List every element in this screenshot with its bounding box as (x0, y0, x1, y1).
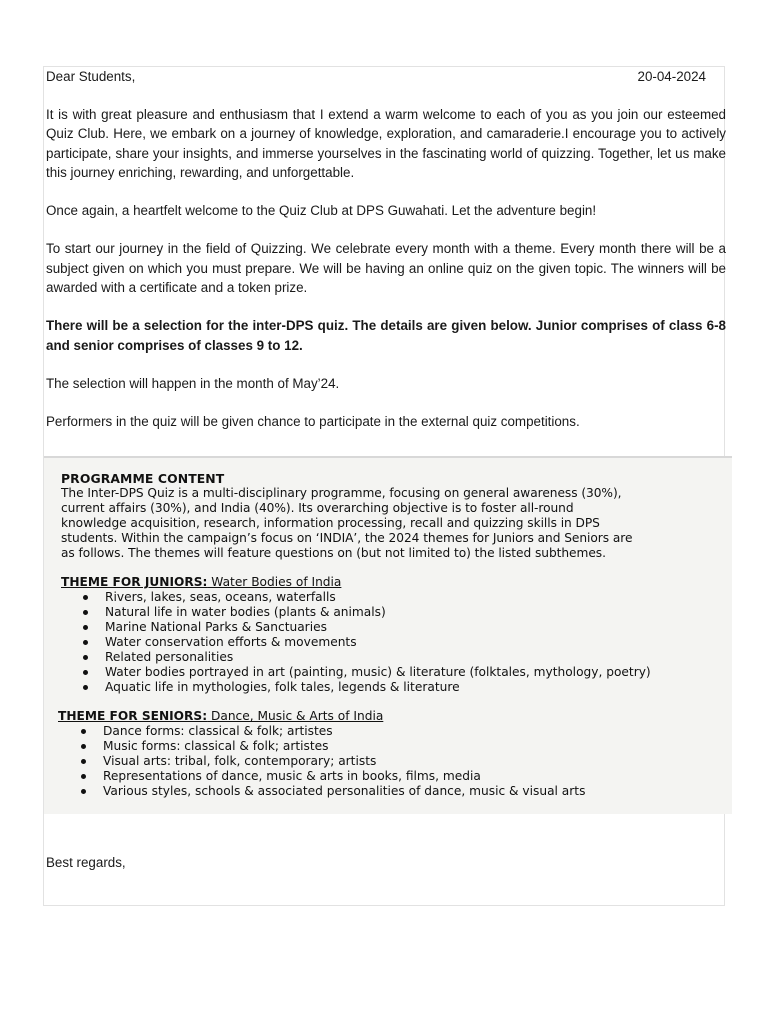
salutation: Dear Students, (46, 69, 136, 84)
letter-body (44, 67, 728, 432)
adventure-paragraph: Once again, a heartfelt welcome to the Quiz Club at DPS Guwahati. Let the adventure begin! (46, 203, 597, 219)
programme-line: as follows. The themes will feature questions on (but not limited to) the listed subthemes. (61, 546, 606, 560)
list-item: Representations of dance, music & arts in books, films, media (61, 769, 726, 784)
bullet-icon (83, 610, 88, 615)
bullet-icon (81, 774, 86, 779)
bullet-icon (83, 655, 88, 660)
monthly-theme-paragraph: To start our journey in the field of Quizzing. We celebrate every month with a theme. Every month there will be a subject given on which you must prepare. We will be having an online quiz on the given topic. The winners will be awarded with a certificate and a token prize. (46, 241, 726, 296)
bullet-icon (83, 670, 88, 675)
list-item: Natural life in water bodies (plants & animals) (61, 605, 726, 620)
bullet-icon (81, 744, 86, 749)
bullet-icon (81, 759, 86, 764)
seniors-subthemes-list (61, 724, 726, 799)
bullet-icon (81, 729, 86, 734)
list-item: Marine National Parks & Sanctuaries (61, 620, 726, 635)
list-item: Water conservation efforts & movements (61, 635, 726, 650)
list-item: Dance forms: classical & folk; artistes (61, 724, 726, 739)
closing-line: Best regards, (46, 855, 126, 870)
bullet-icon (83, 685, 88, 690)
selection-paragraph: There will be a selection for the inter-DPS quiz. The details are given below. Junior comprises of class 6-8 and senior comprises of classes 9 to 12. (46, 318, 726, 353)
programme-line: The Inter-DPS Quiz is a multi-disciplinary programme, focusing on general awareness (30%), (61, 486, 622, 500)
list-item: Rivers, lakes, seas, oceans, waterfalls (61, 590, 726, 605)
bullet-icon (81, 789, 86, 794)
list-item: Music forms: classical & folk; artistes (61, 739, 726, 754)
programme-heading: PROGRAMME CONTENT (61, 471, 225, 486)
seniors-theme-title: THEME FOR SENIORS: Dance, Music & Arts of India (58, 709, 384, 723)
programme-line: knowledge acquisition, research, information processing, recall and quizzing skills in DPS (61, 516, 600, 530)
programme-line: students. Within the campaign’s focus on ‘INDIA’, the 2024 themes for Juniors and Seniors are (61, 531, 633, 545)
welcome-paragraph: It is with great pleasure and enthusiasm that I extend a warm welcome to each of you as you join our esteemed Quiz Club. Here, we embark on a journey of knowledge, exploration, and camaraderie.I encourage you to actively participate, share your insights, and immerse yourselves in the fascinating world of quizzing. Together, let us make this journey enriching, rewarding, and unforgettable. (46, 107, 726, 180)
juniors-theme-title: THEME FOR JUNIORS: Water Bodies of India (61, 575, 342, 589)
list-item: Aquatic life in mythologies, folk tales, legends & literature (61, 680, 726, 695)
letter-date: 20-04-2024 (637, 69, 706, 84)
list-item: Visual arts: tribal, folk, contemporary; artists (61, 754, 726, 769)
list-item: Various styles, schools & associated personalities of dance, music & visual arts (61, 784, 726, 799)
list-item: Water bodies portrayed in art (painting, music) & literature (folktales, mythology, poetry) (61, 665, 726, 680)
programme-line: current affairs (30%), and India (40%). Its overarching objective is to foster all-round (61, 501, 574, 515)
juniors-subthemes-list (61, 590, 726, 695)
bullet-icon (83, 640, 88, 645)
list-item: Related personalities (61, 650, 726, 665)
letter-header (46, 67, 726, 86)
performers-paragraph: Performers in the quiz will be given chance to participate in the external quiz competitions. (46, 414, 580, 430)
programme-content-scan (44, 456, 732, 814)
bullet-icon (83, 595, 88, 600)
selection-month-paragraph: The selection will happen in the month of May’24. (46, 375, 340, 391)
bullet-icon (83, 625, 88, 630)
